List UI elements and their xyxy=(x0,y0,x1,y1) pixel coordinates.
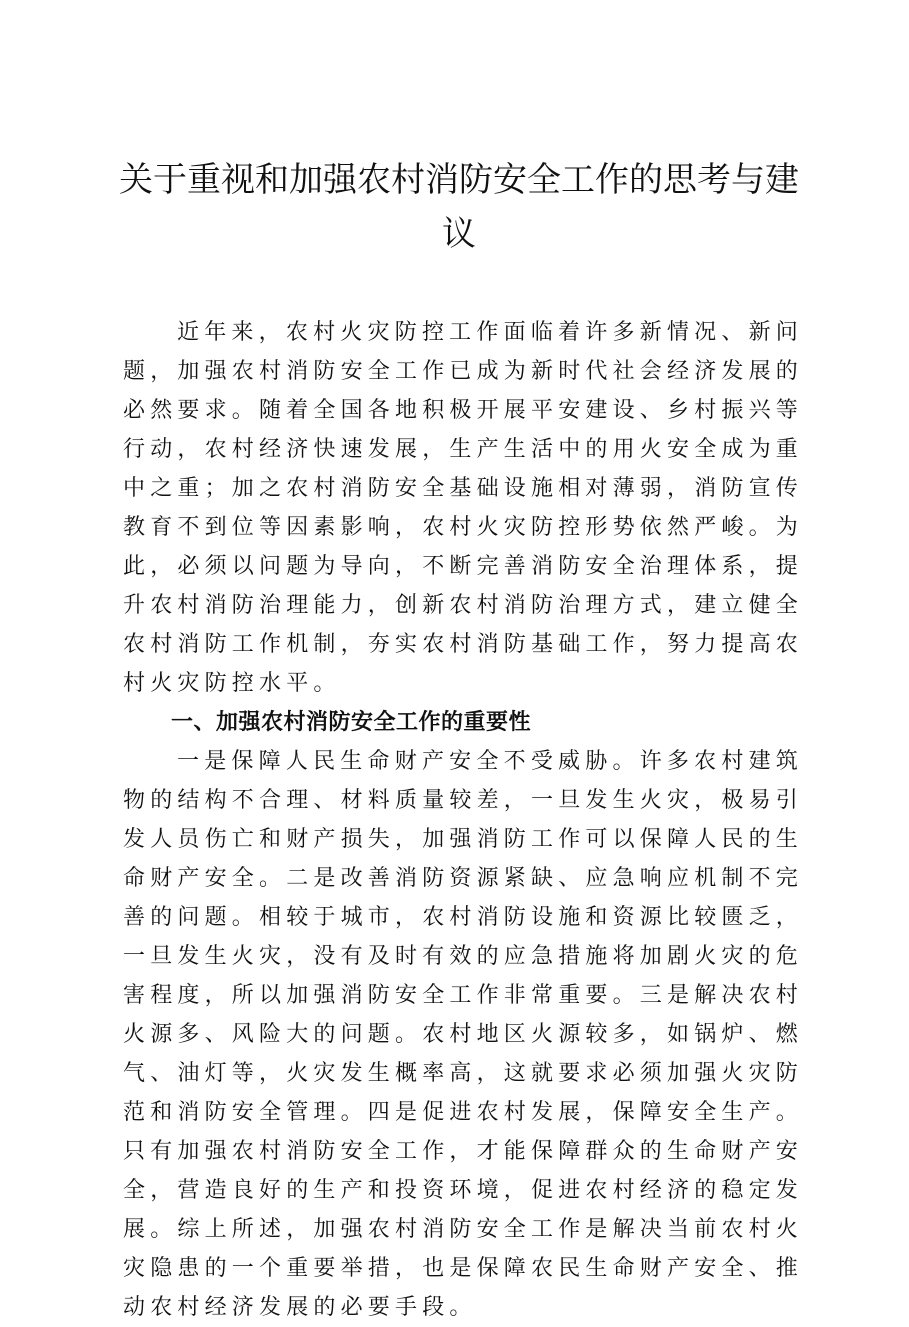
document-body xyxy=(123,313,803,1327)
intro-paragraph: 近年来，农村火灾防控工作面临着许多新情况、新问题，加强农村消防安全工作已成为新时代社会经济发展的必然要求。随着全国各地积极开展平安建设、乡村振兴等行动，农村经济快速发展，生产生活中的用火安全成为重中之重；加之农村消防安全基础设施相对薄弱，消防宣传教育不到位等因素影响，农村火灾防控形势依然严峻。为此，必须以问题为导向，不断完善消防安全治理体系，提升农村消防治理能力，创新农村消防治理方式，建立健全农村消防工作机制，夯实农村消防基础工作，努力提高农村火灾防控水平。 xyxy=(123,320,804,696)
document-title: 关于重视和加强农村消防安全工作的思考与建议 xyxy=(119,160,799,254)
section-paragraph: 一是保障人民生命财产安全不受威胁。许多农村建筑物的结构不合理、材料质量较差，一旦发生火灾，极易引发人员伤亡和财产损失，加强消防工作可以保障人民的生命财产安全。二是改善消防资源紧缺、应急响应机制不完善的问题。相较于城市，农村消防设施和资源比较匮乏，一旦发生火灾，没有及时有效的应急措施将加剧火灾的危害程度，所以加强消防安全工作非常重要。三是解决农村火源多、风险大的问题。农村地区火源较多，如锅炉、燃气、油灯等，火灾发生概率高，这就要求必须加强火灾防范和消防安全管理。四是促进农村发展，保障安全生产。只有加强农村消防安全工作，才能保障群众的生命财产安全，营造良好的生产和投资环境，促进农村经济的稳定发展。综上所述，加强农村消防安全工作是解决当前农村火灾隐患的一个重要举措，也是保障农民生命财产安全、推动农村经济发展的必要手段。 xyxy=(123,749,804,1320)
section-heading: 一、加强农村消防安全工作的重要性 xyxy=(171,710,532,735)
